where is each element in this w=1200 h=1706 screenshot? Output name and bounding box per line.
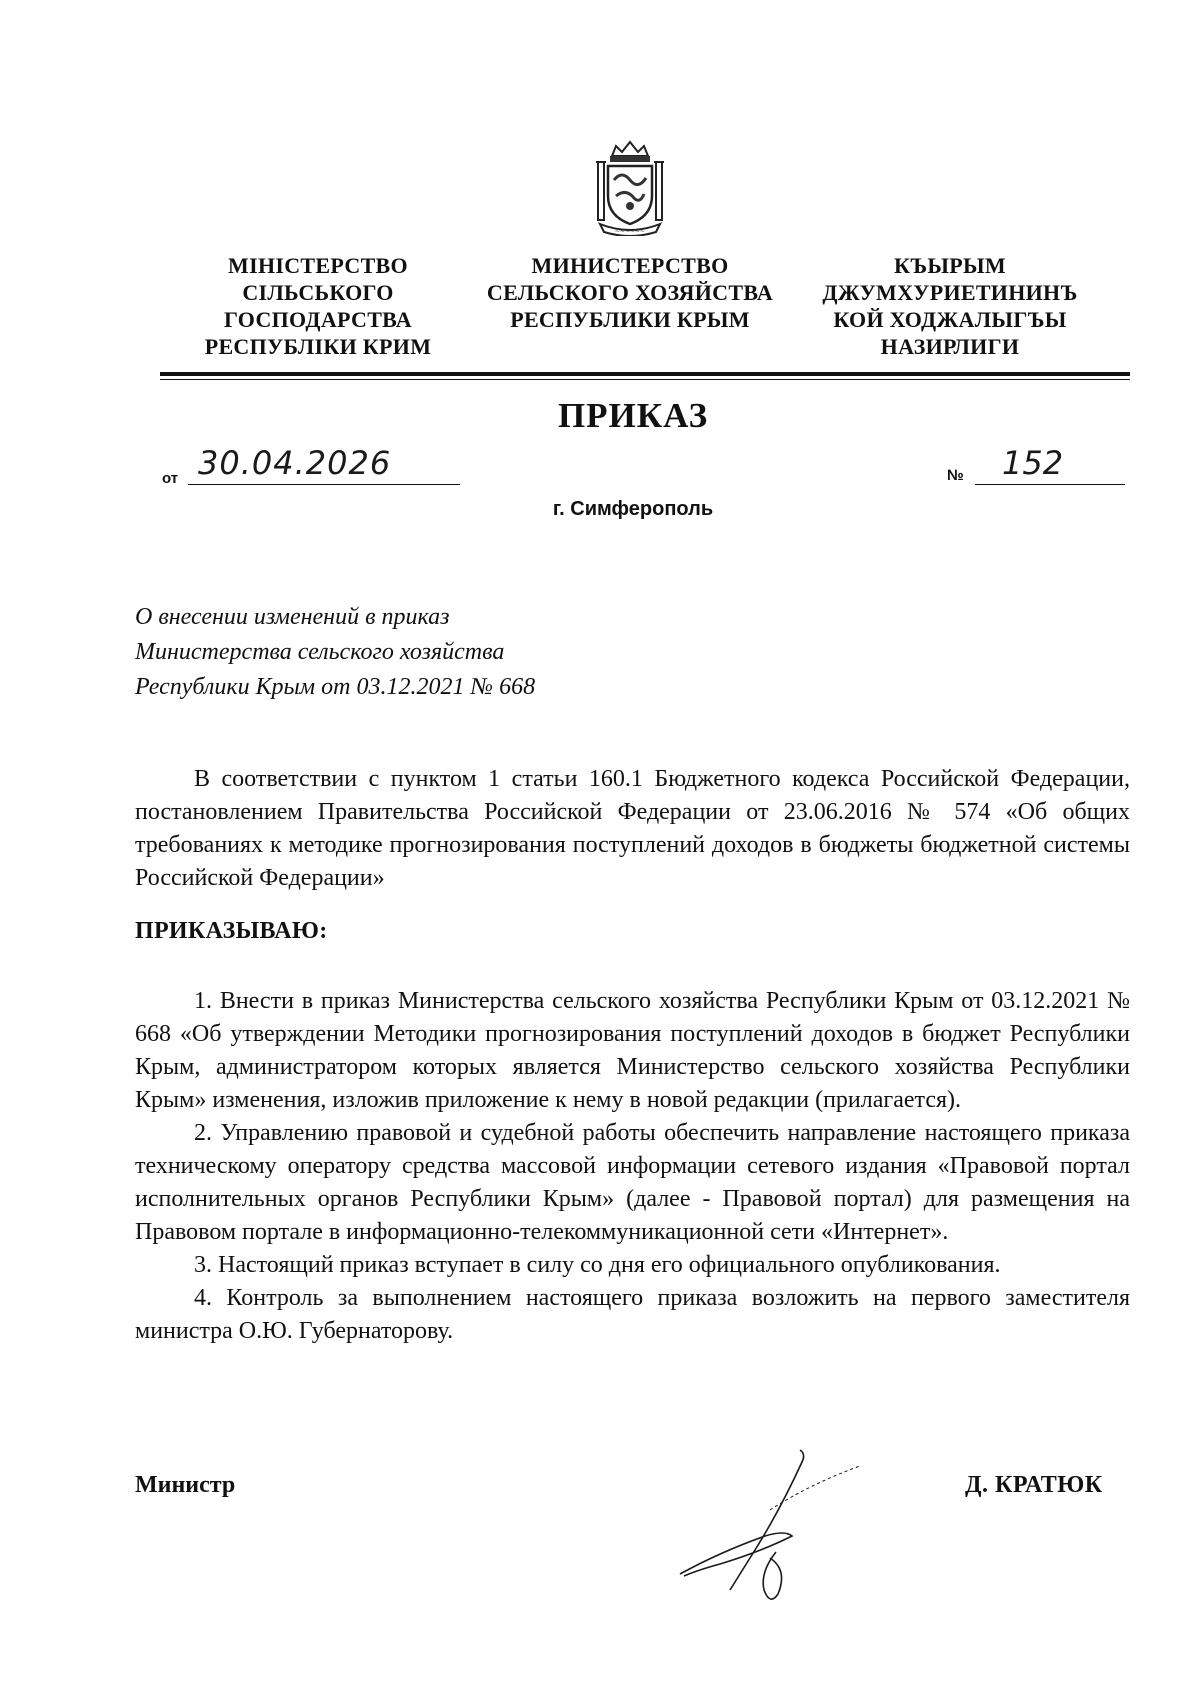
number-prefix: № <box>947 467 964 484</box>
subject-line: О внесении изменений в приказ <box>135 604 450 630</box>
date-underline <box>188 484 460 485</box>
handwritten-number: 152 <box>1002 444 1064 482</box>
signatory-name: Д. КРАТЮК <box>965 1472 1103 1498</box>
handwritten-date: 30.04.2026 <box>198 444 392 482</box>
order-item: 2. Управлению правовой и судебной работы обеспечить направление настоящего приказа техническому оператору средства массовой информации сетевого издания «Правовой портал исполнительных органов Республики Крым» (далее - Правовой портал) для размещения на Правовом портале в информационно-телекоммуникационной сети «Интернет». <box>135 1120 1130 1245</box>
header-russian: МИНИСТЕРСТВО СЕЛЬСКОГО ХОЗЯЙСТВА РЕСПУБЛИКИ КРЫМ <box>486 253 774 332</box>
order-item: 1. Внести в приказ Министерства сельского хозяйства Республики Крым от 03.12.2021 № 668 «Об утверждении Методики прогнозирования поступлений доходов в бюджет Республики Крым, администратором которых является Министерство сельского хозяйства Республики Крым» изменения, изложив приложение к нему в новой редакции (прилагается). <box>135 988 1130 1113</box>
order-items <box>135 985 1130 1348</box>
handwritten-signature-icon <box>660 1440 890 1610</box>
subject-line: Республики Крым от 03.12.2021 № 668 <box>135 674 536 700</box>
header-divider-thick <box>160 372 1130 376</box>
preamble-paragraph: В соответствии с пунктом 1 статьи 160.1 Бюджетного кодекса Российской Федерации, постановлением Правительства Российской Федерации от 23.06.2016 № 574 «Об общих требованиях к методике прогнозирования поступлений доходов в бюджеты бюджетной системы Российской Федерации» <box>135 766 1130 891</box>
svg-text:~~~~~~: ~~~~~~ <box>614 228 646 235</box>
signatory-title: Министр <box>135 1472 236 1498</box>
subject-line: Министерства сельского хозяйства <box>135 639 505 665</box>
date-prefix: от <box>162 470 179 487</box>
order-heading: ПРИКАЗЫВАЮ: <box>135 918 328 944</box>
order-item: 3. Настоящий приказ вступает в силу со дня его официального опубликования. <box>194 1252 1001 1278</box>
subject-block <box>135 600 735 705</box>
header-ukrainian: МІНІСТЕРСТВО СІЛЬСЬКОГО ГОСПОДАРСТВА РЕСПУБЛІКИ КРИМ <box>204 253 432 359</box>
crimea-coat-of-arms-icon <box>590 140 670 236</box>
city-label: г. Симферополь <box>552 498 714 520</box>
header-crimean-tatar: КЪЫРЫМ ДЖУМХУРИЕТИНИНЪ КОЙ ХОДЖАЛЫГЪЫ НАЗИРЛИГИ <box>822 253 1078 359</box>
order-item: 4. Контроль за выполнением настоящего приказа возложить на первого заместителя министра О.Ю. Губернаторову. <box>135 1285 1130 1344</box>
number-underline <box>975 484 1125 485</box>
header-divider-thin <box>160 379 1130 380</box>
document-title: ПРИКАЗ <box>557 396 709 435</box>
